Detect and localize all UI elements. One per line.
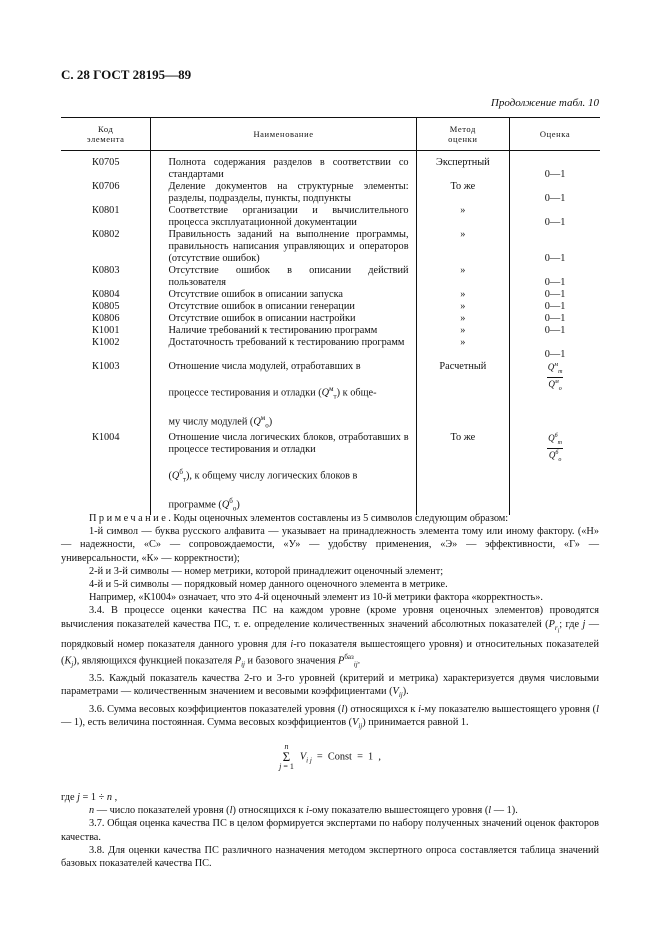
cell-code: К1002 <box>92 337 120 348</box>
cell-code: К0806 <box>92 313 120 324</box>
paragraph-3-5: 3.5. Каждый показатель качества 2-го и 3-го уровней (критерий и метрика) характеризуется двумя числовыми параметрами — количественным значением и весовыми коэффициентами $(V_{ij})$. <box>61 673 599 700</box>
table-row <box>61 313 600 325</box>
cell-code: К1001 <box>92 325 120 336</box>
cell-estimate <box>510 181 600 205</box>
estimate-value: 0—1 <box>544 301 566 312</box>
cell-method: » <box>416 325 510 337</box>
estimate-value: 0—1 <box>544 289 566 300</box>
cell-method: Экспертный <box>416 157 510 181</box>
paragraph-3-6: 3.6. Сумма весовых коэффициентов показателей уровня (l) относящихся к i-му показателю вышестоящего уровня (l — 1), есть величина постоянная. Сумма весовых коэффициентов $(V_{ij})$ принимается равной 1. <box>61 703 599 730</box>
note-paragraph-2: 1-й символ — буква русского алфавита — указывает на принадлежность элемента тому или иному фактору. («Н» — надежности, «С» — сопровождаемости, «У» — удобству применения, «Э» — эффективности, «Г» — универсальности, «К» — корректности); <box>61 526 599 564</box>
note-paragraph-1: Примечание. Коды оценочных элементов составлены из 5 символов следующим образом: <box>89 513 509 524</box>
page-header-title: С. 28 ГОСТ 28195—89 <box>61 67 192 82</box>
where-line-2: n — число показателей уровня (l) относящихся к i-ому показателю вышестоящего уровня (l — 1). <box>89 805 518 817</box>
cell-method: » <box>416 205 510 229</box>
cell-name: Отношение числа модулей, отработавших в процессе тестирования и отладки $(Q^м_т)$ к обще- му числу модулей $(Q^м_о)$ <box>151 361 416 432</box>
table-row <box>61 229 600 265</box>
table-continuation-label: Продолжение табл. 10 <box>490 97 599 109</box>
cell-name: Отсутствие ошибок в описании действий пользователя <box>151 265 416 289</box>
header-code: Код элемента <box>61 118 151 151</box>
sum-symbol: n Σ j = 1 <box>279 742 294 772</box>
table-row <box>61 265 600 289</box>
cell-estimate <box>510 325 600 337</box>
cell-estimate <box>510 289 600 301</box>
table-row <box>61 361 600 432</box>
cell-name: Деление документов на структурные элементы: разделы, подразделы, пункты, подпункты <box>151 181 416 205</box>
cell-estimate <box>510 157 600 181</box>
header-estimate: Оценка <box>510 118 600 151</box>
header-method: Метод оценки <box>416 118 510 151</box>
cell-name: Соответствие организации и вычислительного процесса эксплуатационной документации <box>151 205 416 229</box>
cell-estimate <box>510 337 600 361</box>
cell-code: К0705 <box>92 157 120 168</box>
estimate-value: 0—1 <box>544 253 566 264</box>
estimate-value: 0—1 <box>544 277 566 288</box>
cell-method: То же <box>416 432 510 515</box>
cell-code: К1003 <box>92 361 120 372</box>
cell-method: То же <box>416 181 510 205</box>
cell-method: » <box>416 313 510 325</box>
table-row <box>61 337 600 361</box>
cell-name: Наличие требований к тестированию программ <box>151 325 416 337</box>
table-row <box>61 325 600 337</box>
cell-name: Достаточность требований к тестированию программ <box>151 337 416 361</box>
cell-estimate <box>510 313 600 325</box>
cell-code: К1004 <box>92 431 120 443</box>
note-paragraph-3: 2-й и 3-й символы — номер метрики, которой принадлежит оценочный элемент; <box>89 565 444 577</box>
where-line-1: где j = 1 ÷ n , <box>61 792 118 804</box>
note-paragraph-4: 4-й и 5-й символы — порядковый номер данного оценочного элемента в метрике. <box>89 579 448 591</box>
paragraph-3-8: 3.8. Для оценки качества ПС различного назначения методом экспертного опроса составляется таблица значений базовых показателей качества ПС. <box>61 844 599 870</box>
body-text <box>61 512 599 870</box>
cell-estimate <box>510 229 600 265</box>
sum-formula: n Σ $j = 1V_{i j}$ = Const = 1 , <box>279 742 381 772</box>
table-row <box>61 301 600 313</box>
cell-estimate <box>510 301 600 313</box>
cell-code: К0706 <box>92 181 120 192</box>
table-row <box>61 205 600 229</box>
estimate-value: 0—1 <box>544 169 566 180</box>
cell-method: » <box>416 337 510 361</box>
cell-name: Отсутствие ошибок в описании генерации <box>151 301 416 313</box>
cell-name: Правильность заданий на выполнение программы, правильность написания управляющих и операторов (отсутствие ошибок) <box>151 229 416 265</box>
cell-method: » <box>416 265 510 289</box>
cell-method: Расчетный <box>416 361 510 432</box>
table-row <box>61 289 600 301</box>
estimate-value: 0—1 <box>544 325 566 336</box>
table-header-row <box>61 118 600 151</box>
cell-method: » <box>416 229 510 265</box>
cell-code: К0804 <box>92 289 120 300</box>
table-row <box>61 432 600 515</box>
cell-method: » <box>416 289 510 301</box>
paragraph-3-4: 3.4. В процессе оценки качества ПС на каждом уровне (кроме уровня оценочных элементов) проводятся вычисления показателей качества ПС, т. е. определение количественных значений абсолютных показателей ($P_{r_i}$; где j — порядковый номер показателя данного уровня для i-го показателя вышестоящего уровня) и относительных показателей $(K_j)$, являющихся функцией показателя $P_{ij}$ и базового значения $P^{баз}_{ij}$. <box>61 605 599 669</box>
cell-code: К0801 <box>92 205 120 216</box>
elements-table <box>61 117 600 515</box>
table-row <box>61 181 600 205</box>
note-paragraph-5: Например, «К1004» означает, что это 4-й оценочный элемент из 10-й метрики фактора «корректность». <box>89 592 543 604</box>
cell-method: » <box>416 301 510 313</box>
paragraph-3-7: 3.7. Общая оценка качества ПС в целом формируется экспертами по набору полученных значений оценок факторов качества. <box>61 818 599 843</box>
cell-name: Отношение числа логических блоков, отработавших в процессе тестирования и отладки $(Q^б_т)$, к общему числу логических блоков в программе $(Q^б_о)$ <box>151 432 416 515</box>
cell-code: К0803 <box>92 265 120 276</box>
table-row <box>61 157 600 181</box>
cell-estimate <box>510 205 600 229</box>
estimate-fraction: $\frac{Q^м_т}{Q^м_о}$ <box>547 362 563 392</box>
cell-code: К0802 <box>92 229 120 240</box>
cell-estimate <box>510 265 600 289</box>
estimate-value: 0—1 <box>544 349 566 360</box>
header-name: Наименование <box>151 118 416 151</box>
cell-name: Отсутствие ошибок в описании запуска <box>151 289 416 301</box>
estimate-value: 0—1 <box>544 217 566 228</box>
cell-name: Полнота содержания разделов в соответствии со стандартами <box>151 157 416 181</box>
cell-estimate <box>510 432 600 515</box>
cell-estimate <box>510 361 600 432</box>
estimate-value: 0—1 <box>544 193 566 204</box>
cell-code: К0805 <box>92 301 120 312</box>
cell-name: Отсутствие ошибок в описании настройки <box>151 313 416 325</box>
estimate-value: 0—1 <box>544 313 566 324</box>
estimate-fraction: $\frac{Q^б_т}{Q^б_о}$ <box>548 432 563 463</box>
